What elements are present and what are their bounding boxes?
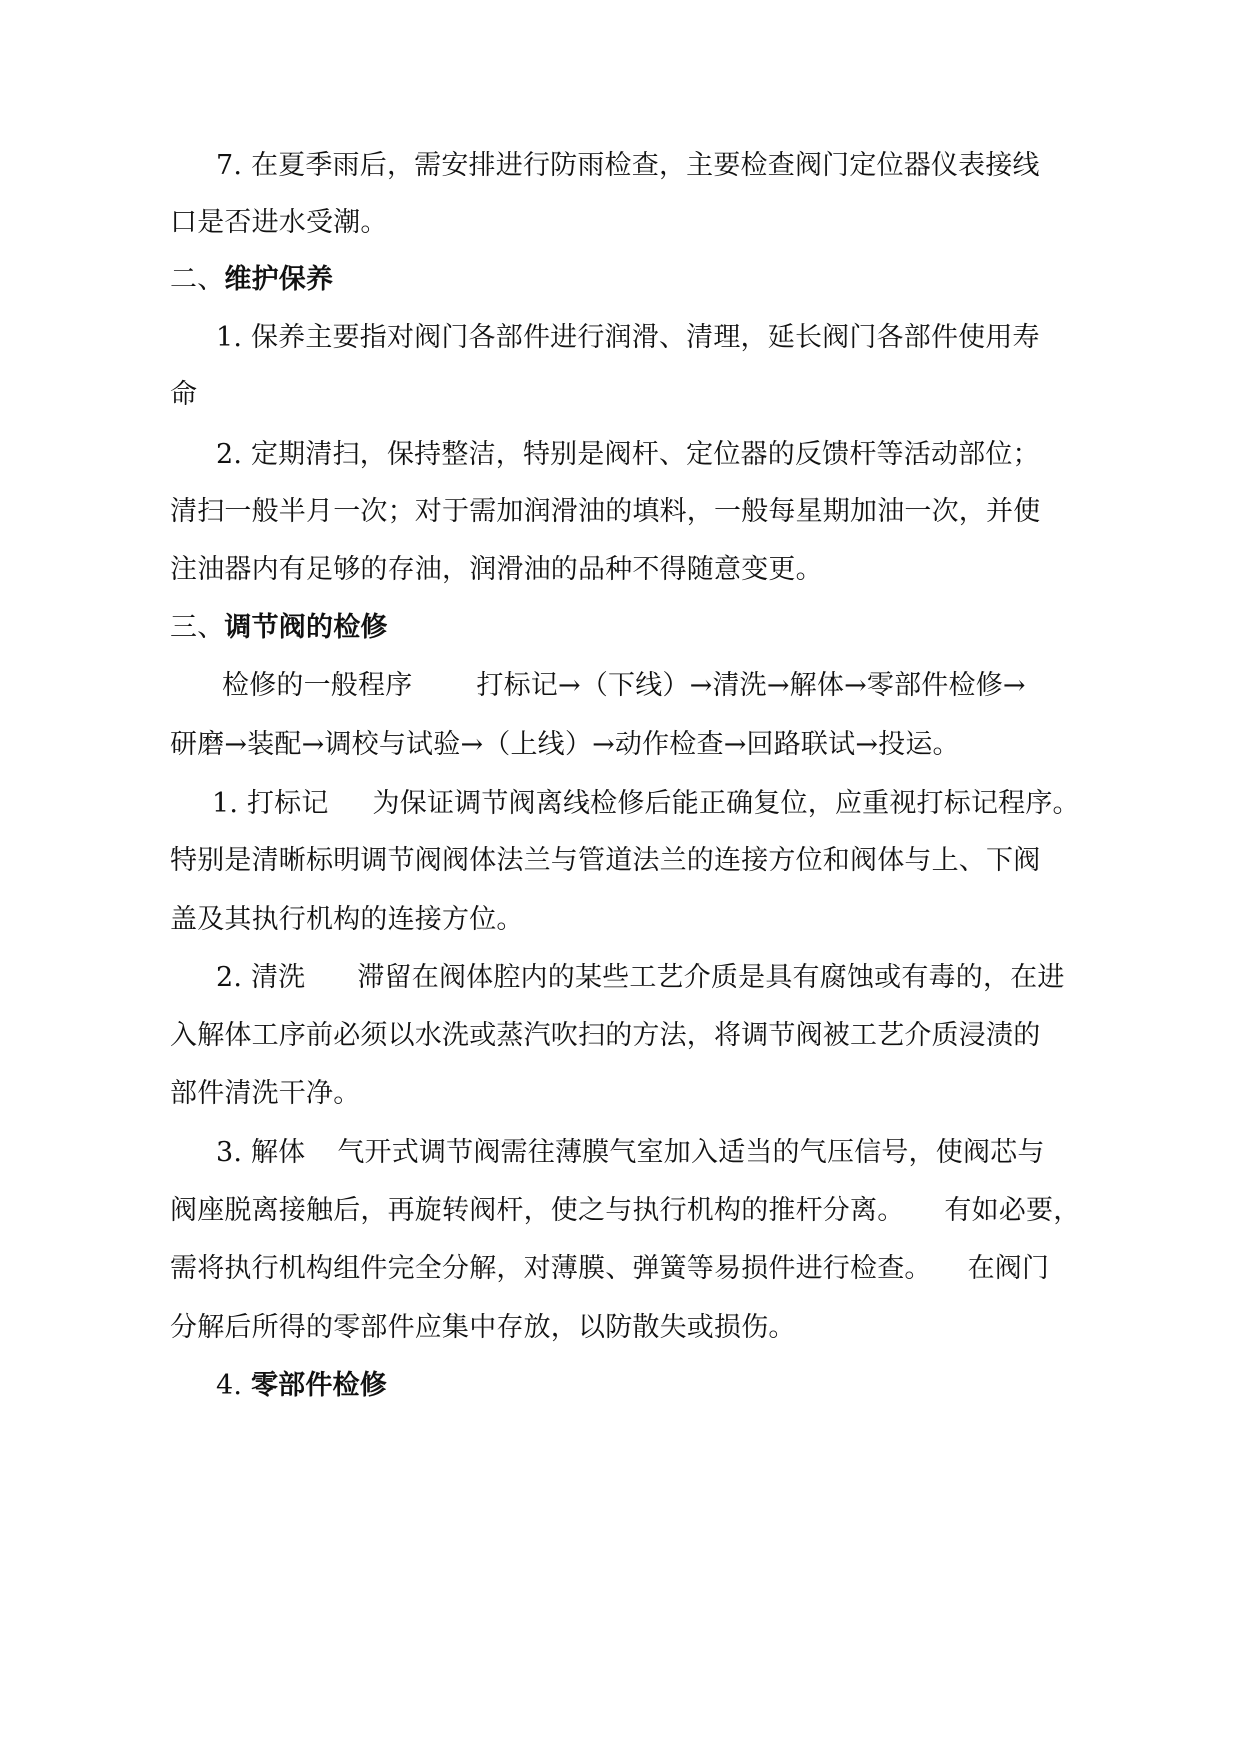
step-2-label: 2. 清洗 xyxy=(216,962,306,993)
maintenance-2-line-3: 注油器内有足够的存油，润滑油的品种不得随意变更。 xyxy=(170,554,823,585)
step-2-line-3: 部件清洗干净。 xyxy=(170,1078,361,1109)
section-2-heading xyxy=(170,262,333,298)
section-2-title: 维护保养 xyxy=(224,264,334,295)
paragraph-7-line-1: 7. 在夏季雨后，需安排进行防雨检查，主要检查阀门定位器仪表接线 xyxy=(216,150,1040,181)
paragraph-7-line-2: 口是否进水受潮。 xyxy=(170,207,388,238)
procedure-steps-1: 打标记→（下线）→清洗→解体→零部件检修→ xyxy=(476,670,1026,701)
step-3-label: 3. 解体 xyxy=(216,1137,306,1168)
procedure-line-2: 研磨→装配→调校与试验→（上线）→动作检查→回路联试→投运。 xyxy=(170,729,960,760)
maintenance-1-line-2: 命 xyxy=(170,379,198,410)
step-4-prefix: 4. xyxy=(216,1370,251,1401)
step-1-line-2: 特别是清晰标明调节阀阀体法兰与管道法兰的连接方位和阀体与上、下阀 xyxy=(170,845,1041,876)
step-3-line-1 xyxy=(216,1135,1045,1171)
step-4-heading xyxy=(216,1368,387,1404)
step-2-line-1 xyxy=(216,960,1065,996)
step-3-line-3 xyxy=(170,1251,1049,1287)
step-4-title: 零部件检修 xyxy=(250,1370,387,1401)
step-3-text: 气开式调节阀需往薄膜气室加入适当的气压信号，使阀芯与 xyxy=(337,1137,1045,1168)
section-3-heading xyxy=(170,610,388,646)
step-1-text: 为保证调节阀离线检修后能正确复位，应重视打标记程序。 xyxy=(372,788,1080,819)
step-1-label: 1. 打标记 xyxy=(212,788,329,819)
maintenance-2-line-2: 清扫一般半月一次；对于需加润滑油的填料，一般每星期加油一次，并使 xyxy=(170,496,1041,527)
maintenance-2-line-1: 2. 定期清扫，保持整洁，特别是阀杆、定位器的反馈杆等活动部位； xyxy=(216,439,1040,470)
step-2-line-2: 入解体工序前必须以水洗或蒸汽吹扫的方法，将调节阀被工艺介质浸渍的 xyxy=(170,1020,1041,1051)
step-3-line-4: 分解后所得的零部件应集中存放，以防散失或损伤。 xyxy=(170,1312,796,1343)
section-3-title: 调节阀的检修 xyxy=(224,612,388,643)
procedure-line-1 xyxy=(222,668,1026,704)
section-2-prefix: 二、 xyxy=(170,264,225,295)
step-1-line-1 xyxy=(212,786,1080,822)
step-3-line-3-a: 需将执行机构组件完全分解，对薄膜、弹簧等易损件进行检查。 xyxy=(170,1253,932,1284)
step-3-line-2-a: 阀座脱离接触后，再旋转阀杆，使之与执行机构的推杆分离。 xyxy=(170,1195,905,1226)
procedure-label: 检修的一般程序 xyxy=(222,670,413,701)
step-3-line-2 xyxy=(170,1193,1080,1229)
section-3-prefix: 三、 xyxy=(170,612,225,643)
step-3-line-2-b: 有如必要， xyxy=(944,1195,1081,1226)
maintenance-1-line-1: 1. 保养主要指对阀门各部件进行润滑、清理，延长阀门各部件使用寿 xyxy=(216,322,1040,353)
step-2-text: 滞留在阀体腔内的某些工艺介质是具有腐蚀或有毒的，在进 xyxy=(357,962,1065,993)
step-1-line-3: 盖及其执行机构的连接方位。 xyxy=(170,904,524,935)
step-3-line-3-b: 在阀门 xyxy=(967,1253,1050,1284)
